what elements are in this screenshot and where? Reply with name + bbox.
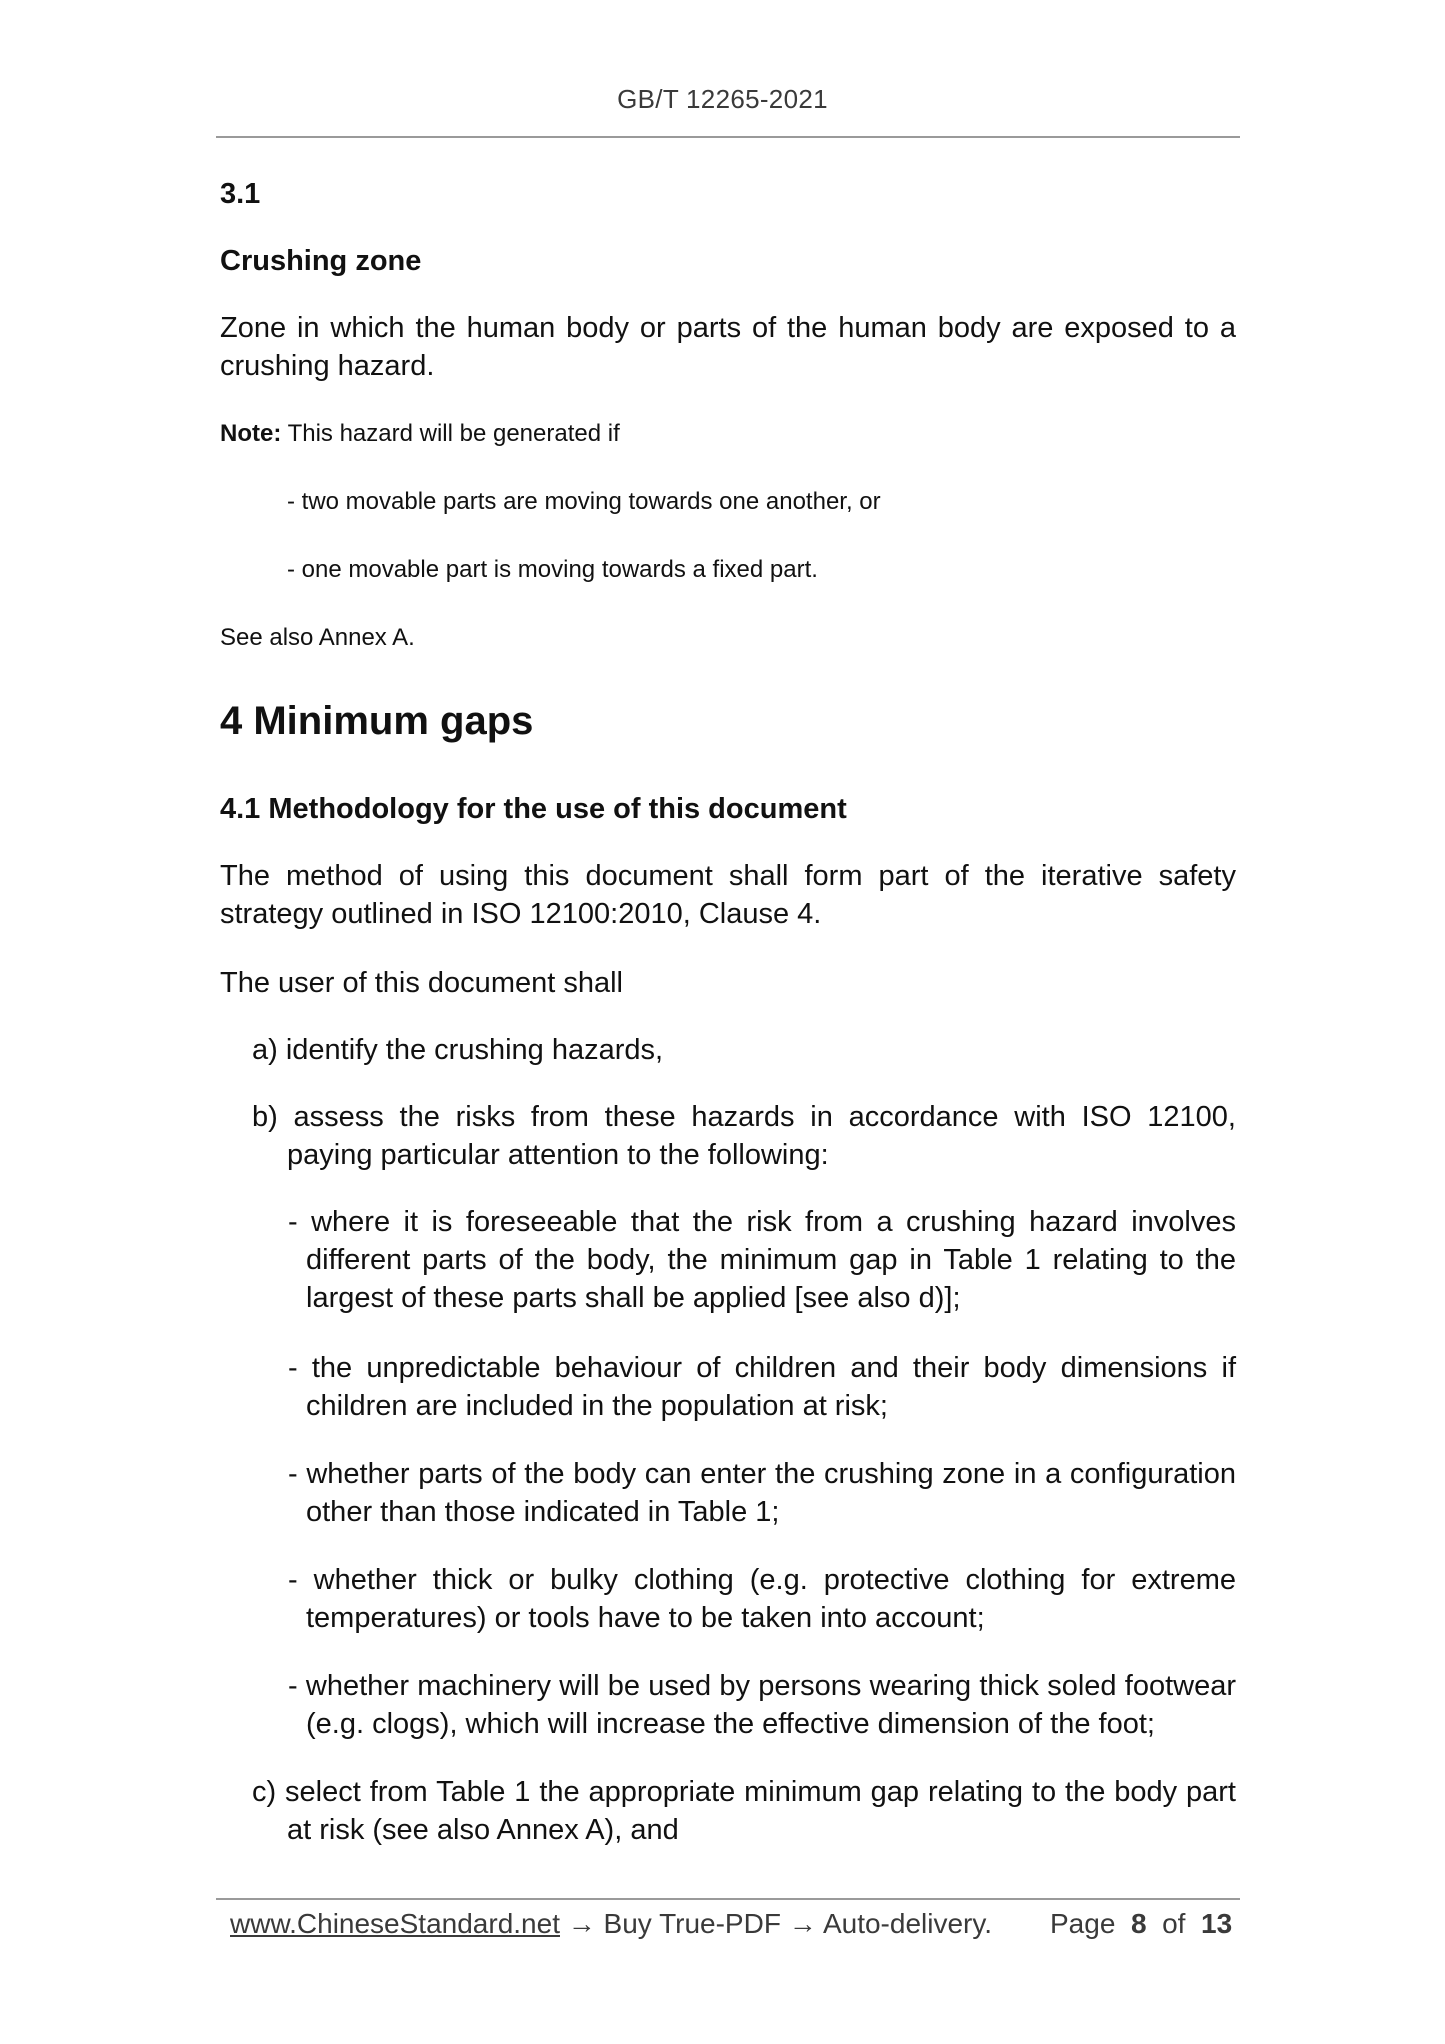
- see-also: See also Annex A.: [220, 624, 415, 651]
- intro-paragraph: The method of using this document shall form part of the iterative safety strategy outlined in ISO 12100:2010, Clause 4.: [220, 860, 1236, 930]
- list-item-b: [252, 1098, 1236, 1174]
- page-number: [1050, 1908, 1232, 1940]
- term-definition: Zone in which the human body or parts of the human body are exposed to a crushing hazard.: [220, 312, 1236, 382]
- list-item-c: [252, 1773, 1236, 1849]
- note-item: - one movable part is moving towards a fixed part.: [287, 556, 818, 583]
- note-label: Note:: [220, 420, 282, 447]
- list-item-a: [252, 1031, 1236, 1069]
- of-label: of: [1162, 1908, 1186, 1939]
- sub-list-item: - where it is foreseeable that the risk from a crushing hazard involves different parts of the body, the minimum gap in Table 1 relating to the largest of these parts shall be applied [see also d)];: [288, 1206, 1236, 1314]
- note: [220, 419, 1236, 449]
- note-text: This hazard will be generated if: [287, 420, 620, 447]
- sub-list-item: - the unpredictable behaviour of children and their body dimensions if children are included in the population at risk;: [288, 1352, 1236, 1422]
- subsection-heading: 4.1 Methodology for the use of this document: [220, 793, 847, 825]
- footer-divider: [216, 1898, 1240, 1900]
- user-shall: The user of this document shall: [220, 967, 623, 999]
- section-heading: 4 Minimum gaps: [220, 699, 534, 743]
- note-item: - two movable parts are moving towards one another, or: [287, 488, 881, 515]
- arrow-right-icon: →: [567, 1908, 596, 1939]
- list-item: a) identify the crushing hazards,: [252, 1034, 664, 1066]
- sub-list-item: - whether thick or bulky clothing (e.g. protective clothing for extreme temperatures) or tools have to be taken into account;: [288, 1564, 1236, 1634]
- page-label: Page: [1050, 1908, 1116, 1939]
- arrow-right-icon: →: [788, 1908, 817, 1939]
- running-header: GB/T 12265-2021: [617, 84, 828, 114]
- clause-number: 3.1: [220, 178, 261, 210]
- buy-text: Buy True-PDF: [603, 1908, 781, 1939]
- list-item: b) assess the risks from these hazards in accordance with ISO 12100, paying particular attention to the following:: [252, 1101, 1236, 1171]
- site-link[interactable]: www.ChineseStandard.net: [230, 1908, 560, 1939]
- delivery-text: Auto-delivery.: [822, 1908, 993, 1939]
- term-title: Crushing zone: [220, 245, 422, 277]
- sub-list-item: - whether parts of the body can enter the crushing zone in a configuration other than those indicated in Table 1;: [288, 1458, 1236, 1528]
- header-divider: [216, 136, 1240, 138]
- footer-promo: [230, 1908, 992, 1940]
- page-current: 8: [1130, 1908, 1147, 1939]
- page-total: 13: [1201, 1908, 1233, 1939]
- list-item: c) select from Table 1 the appropriate minimum gap relating to the body part at risk (see also Annex A), and: [252, 1776, 1236, 1846]
- sub-list-item: - whether machinery will be used by persons wearing thick soled footwear (e.g. clogs), which will increase the effective dimension of the foot;: [288, 1670, 1236, 1740]
